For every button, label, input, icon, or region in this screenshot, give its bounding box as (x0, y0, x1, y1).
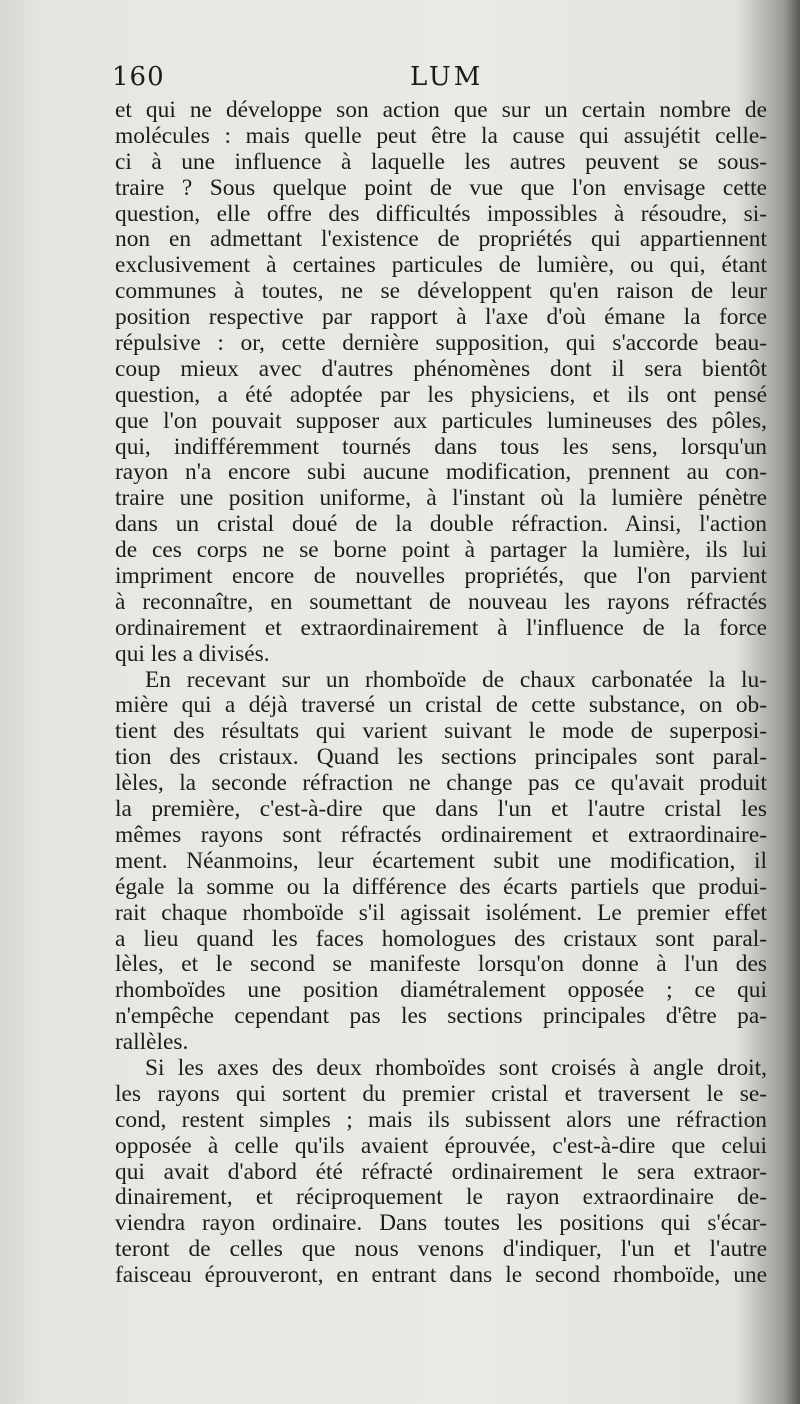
text-line: la première, c'est-à-dire que dans l'un et l'autre cristal les (115, 797, 767, 823)
text-line: communes à toutes, ne se développent qu'en raison de leur (115, 279, 767, 305)
text-line: rhomboïdes une position diamétralement opposée ; ce qui (115, 978, 767, 1004)
text-line: lèles, et le second se manifeste lorsqu'on donne à l'un des (115, 952, 767, 978)
text-line: coup mieux avec d'autres phénomènes dont il sera bientôt (115, 356, 767, 382)
text-line: que l'on pouvait supposer aux particules lumineuses des pôles, (115, 408, 767, 434)
text-line: n'empêche cependant pas les sections principales d'être pa- (115, 1004, 767, 1030)
text-line: viendra rayon ordinaire. Dans toutes les positions qui s'écar- (115, 1211, 767, 1237)
text-line: dans un cristal doué de la double réfraction. Ainsi, l'action (115, 512, 767, 538)
text-line: rait chaque rhomboïde s'il agissait isolément. Le premier effet (115, 900, 767, 926)
text-line: rallèles. (115, 1030, 189, 1056)
text-line: molécules : mais quelle peut être la cause qui assujétit celle- (115, 123, 767, 149)
text-line: mêmes rayons sont réfractés ordinairement et extraordinaire- (115, 822, 767, 848)
text-line: traire une position uniforme, à l'instant où la lumière pénètre (115, 486, 767, 512)
text-line: qui avait d'abord été réfracté ordinairement le sera extraor- (115, 1159, 767, 1185)
text-line: tient des résultats qui varient suivant le mode de superposi- (115, 719, 767, 745)
text-line: dinairement, et réciproquement le rayon extraordinaire de- (115, 1185, 767, 1211)
text-line: opposée à celle qu'ils avaient éprouvée, c'est-à-dire que celui (115, 1133, 767, 1159)
text-line: position respective par rapport à l'axe d'où émane la force (115, 305, 767, 331)
text-line: En recevant sur un rhomboïde de chaux carbonatée la lu- (145, 667, 767, 693)
text-line: question, a été adoptée par les physiciens, et ils ont pensé (115, 382, 767, 408)
text-line: répulsive : or, cette dernière supposition, qui s'accorde beau- (115, 331, 767, 357)
page-header (112, 62, 772, 96)
text-line: faisceau éprouveront, en entrant dans le second rhomboïde, une (115, 1263, 767, 1289)
text-line: de ces corps ne se borne point à partager la lumière, ils lui (115, 538, 767, 564)
page-number: 160 (112, 62, 165, 92)
text-line: les rayons qui sortent du premier cristal et traversent le se- (115, 1081, 767, 1107)
text-line: qui les a divisés. (115, 641, 270, 667)
text-line: mière qui a déjà traversé un cristal de cette substance, on ob- (115, 693, 767, 719)
text-line: Si les axes des deux rhomboïdes sont croisés à angle droit, (145, 1055, 767, 1081)
text-line: traire ? Sous quelque point de vue que l'on envisage cette (115, 175, 767, 201)
paragraph (115, 1056, 767, 1289)
text-line: exclusivement à certaines particules de lumière, ou qui, étant (115, 253, 767, 279)
body-text (115, 98, 767, 1289)
text-line: non en admettant l'existence de propriétés qui appartiennent (115, 227, 767, 253)
text-line: rayon n'a encore subi aucune modification, prennent au con- (115, 460, 767, 486)
paragraph (115, 668, 767, 1056)
text-line: teront de celles que nous venons d'indiquer, l'un et l'autre (115, 1237, 767, 1263)
text-line: qui, indifféremment tournés dans tous les sens, lorsqu'un (115, 434, 767, 460)
text-line: a lieu quand les faces homologues des cristaux sont paral- (115, 926, 767, 952)
text-line: égale la somme ou la différence des écarts partiels que produi- (115, 874, 767, 900)
running-head: LUM (410, 62, 484, 92)
text-line: ci à une influence à laquelle les autres peuvent se sous- (115, 149, 767, 175)
text-line: et qui ne développe son action que sur un certain nombre de (115, 98, 767, 123)
text-line: à reconnaître, en soumettant de nouveau les rayons réfractés (115, 589, 767, 615)
text-line: impriment encore de nouvelles propriétés, que l'on parvient (115, 564, 767, 590)
text-line: ment. Néanmoins, leur écartement subit une modification, il (115, 848, 767, 874)
paragraph (115, 98, 767, 668)
text-line: tion des cristaux. Quand les sections principales sont paral- (115, 745, 767, 771)
text-line: ordinairement et extraordinairement à l'influence de la force (115, 615, 767, 641)
text-line: lèles, la seconde réfraction ne change pas ce qu'avait produit (115, 771, 767, 797)
text-line: question, elle offre des difficultés impossibles à résoudre, si- (115, 201, 767, 227)
text-line: cond, restent simples ; mais ils subissent alors une réfraction (115, 1107, 767, 1133)
